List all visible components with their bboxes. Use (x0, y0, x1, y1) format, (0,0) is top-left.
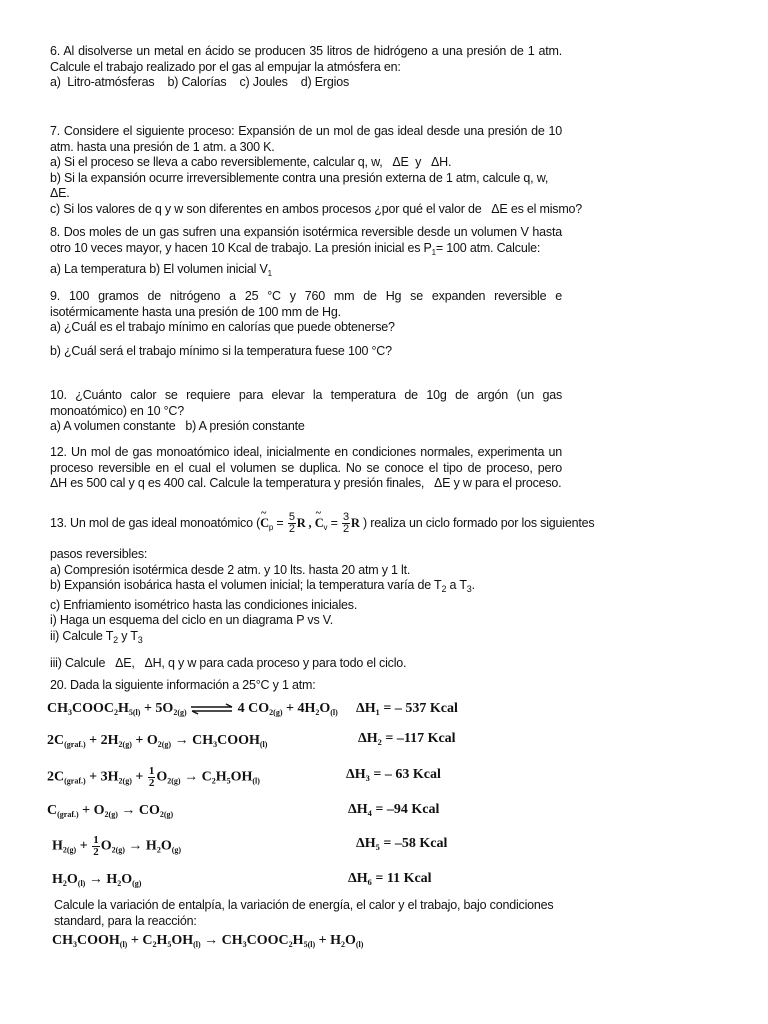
delta-h-1: ΔH₁ = – 537 Kcal (356, 701, 458, 716)
question-8-text-main: 8. Dos moles de un gas sufren una expansión isotérmica reversible desde un volumen V hasta otro 10 veces mayor, y hacen 10 Kcal de trabajo. La presión inicial es P (50, 225, 562, 255)
question-8-options-subscript: 1 (267, 269, 272, 278)
question-10-text: 10. ¿Cuánto calor se requiere para elevar la temperatura de 10g de argón (un gas monoatómico) en 10 °C? (50, 388, 562, 418)
question-12 (50, 445, 576, 492)
question-20-text: 20. Dada la siguiente información a 25°C y 1 atm: (50, 678, 316, 692)
question-10-options: a) A volumen constante b) A presión constante (50, 419, 305, 433)
cv-symbol: ~ C (315, 510, 324, 536)
delta-h-2: ΔH₂ = –117 Kcal (358, 731, 456, 746)
question-9-part-b: b) ¿Cuál será el trabajo mínimo si la temperatura fuese 100 °C? (50, 343, 392, 358)
equation-5: $H_{2(g)}$ + $\frac{1}{2}$ $O_{2(g)} \to H_2O_{(g)}$ (52, 834, 182, 858)
question-13-intro-start: 13. Un mol de gas ideal monoatómico ( (50, 516, 261, 530)
cv-subscript: v (323, 523, 328, 532)
question-6-options: a) Litro-atmósferas b) Calorías c) Joules d) Ergios (50, 75, 350, 89)
question-7-text: 7. Considere el siguiente proceso: Expansión de un mol de gas ideal desde una presión de 10 atm. hasta una presión de 1 atm. a 300 K. (50, 124, 562, 154)
question-10 (50, 388, 562, 435)
delta-h-3: ΔH₃ = – 63 Kcal (346, 767, 441, 782)
question-8 (50, 225, 562, 282)
question-13-part-ii: ii) Calcule $T_2$ y $T_3$ (50, 628, 143, 645)
question-6 (50, 44, 562, 91)
equation-6: $H_2O_{(l)} \to H_2O_{(g)}$ (52, 872, 142, 888)
cv-r: R (350, 516, 360, 530)
question-8-text (50, 225, 562, 260)
cv-fraction: $\frac{3}{2}$ (343, 511, 349, 536)
question-13-part-iii: iii) Calcule ΔE, ΔH, q y w para cada proceso y para todo el ciclo. (50, 656, 407, 670)
final-reaction: $CH_3COOH_{(l)} + C_2H_5OH_{(l)}$ → $CH_3COOC_2H_{5(l)} + H_2O_{(l)}$ (52, 933, 364, 949)
question-9-part-a: a) ¿Cuál es el trabajo mínimo en calorías que puede obtenerse? (50, 320, 395, 334)
question-9-text: 9. 100 gramos de nitrógeno a 25 °C y 760 mm de Hg se expanden reversible e isotérmicamente hasta una presión de 100 mm de Hg. (50, 289, 562, 319)
question-20-intro (50, 678, 562, 694)
question-8-options-text: a) La temperatura b) El volumen inicial V (50, 262, 268, 276)
question-13-part-a: a) Compresión isotérmica desde 2 atm. y 10 lts. hasta 20 atm y 1 lt. (50, 562, 411, 577)
question-13-part-b: b) Expansión isobárica hasta el volumen inicial; la temperatura varía de $T_2$ a $T_3$. (50, 578, 475, 594)
question-7-part-a: a) Si el proceso se lleva a cabo reversiblemente, calcular q, w, ΔE y ΔH. (50, 155, 452, 169)
question-8-text-end: = 100 atm. Calcule: (435, 240, 541, 255)
question-13-intro-end: ) realiza un ciclo formado por los siguientes (363, 516, 595, 530)
equation-4: $C_{(graf.)} + O_{2(g)} \to CO_{2(g)}$ (47, 803, 174, 819)
question-20-footer-text: Calcule la variación de entalpía, la variación de energía, el calor y el trabajo, bajo condiciones standard, para la reacción: (54, 898, 554, 928)
delta-h-4: ΔH₄ = –94 Kcal (348, 802, 440, 817)
question-7-part-b: b) Si la expansión ocurre irreversiblemente contra una presión externa de 1 atm, calcule q, w, ΔE. (50, 170, 549, 200)
question-8-options (50, 262, 562, 282)
equation-3: $2C_{(graf.)} + 3H_{2(g)}$ + $\frac{1}{2}$ $O_{2(g)} \to C_2H_5OH_{(l)}$ (47, 765, 260, 789)
question-7 (50, 124, 583, 217)
question-13-line2: pasos reversibles: (50, 547, 148, 561)
question-8-subscript: 1 (431, 247, 436, 257)
delta-h-6: ΔH₆ = 11 Kcal (348, 871, 432, 886)
question-13-part-i: i) Haga un esquema del ciclo en un diagrama P vs V. (50, 613, 334, 627)
cp-subscript: p (268, 523, 274, 532)
equation-1: $CH_3COOC_2H_{5(l)} + 5O_{2(g)}$ 4 $CO_{2(g)} + 4H_2O_{(l)}$ (47, 701, 338, 717)
cp-r: R , (296, 516, 312, 530)
question-13 (50, 510, 595, 672)
question-6-text: 6. Al disolverse un metal en ácido se producen 35 litros de hidrógeno a una presión de 1 atm. Calcule el trabajo realizado por el gas al empujar la atmósfera en: (50, 44, 562, 74)
equilibrium-arrow-icon (190, 703, 234, 715)
question-12-text: 12. Un mol de gas monoatómico ideal, inicialmente en condiciones normales, experimenta un proceso reversible en el cual el volumen se duplica. No se conoce el tipo de proceso, pero ΔH es 500 cal y q es 400 cal. Calcule la temperatura y presión finales, ΔE y w para el proceso. (50, 445, 576, 490)
question-9 (50, 289, 562, 359)
question-13-intro: 13. Un mol de gas ideal monoatómico (~ $C_p$ = $\frac{5}{2}$ R , ~ $C_v$ = $\frac{3}{2}$ R ) realiza un ciclo formado por los siguientes (50, 510, 562, 541)
equation-2: $2C_{(graf.)} + 2H_{2(g)} + O_{2(g)}$ → $CH_3COOH_{(l)}$ (47, 733, 268, 749)
cp-symbol: ~ C (260, 510, 269, 536)
question-7-part-c: c) Si los valores de q y w son diferentes en ambos procesos ¿por qué el valor de ΔE es el mismo? (50, 201, 583, 216)
delta-h-5: ΔH₅ = –58 Kcal (356, 836, 448, 851)
cp-fraction: $\frac{5}{2}$ (288, 511, 295, 536)
question-13-part-c: c) Enfriamiento isométrico hasta las condiciones iniciales. (50, 597, 358, 612)
question-20-footer (54, 898, 564, 929)
